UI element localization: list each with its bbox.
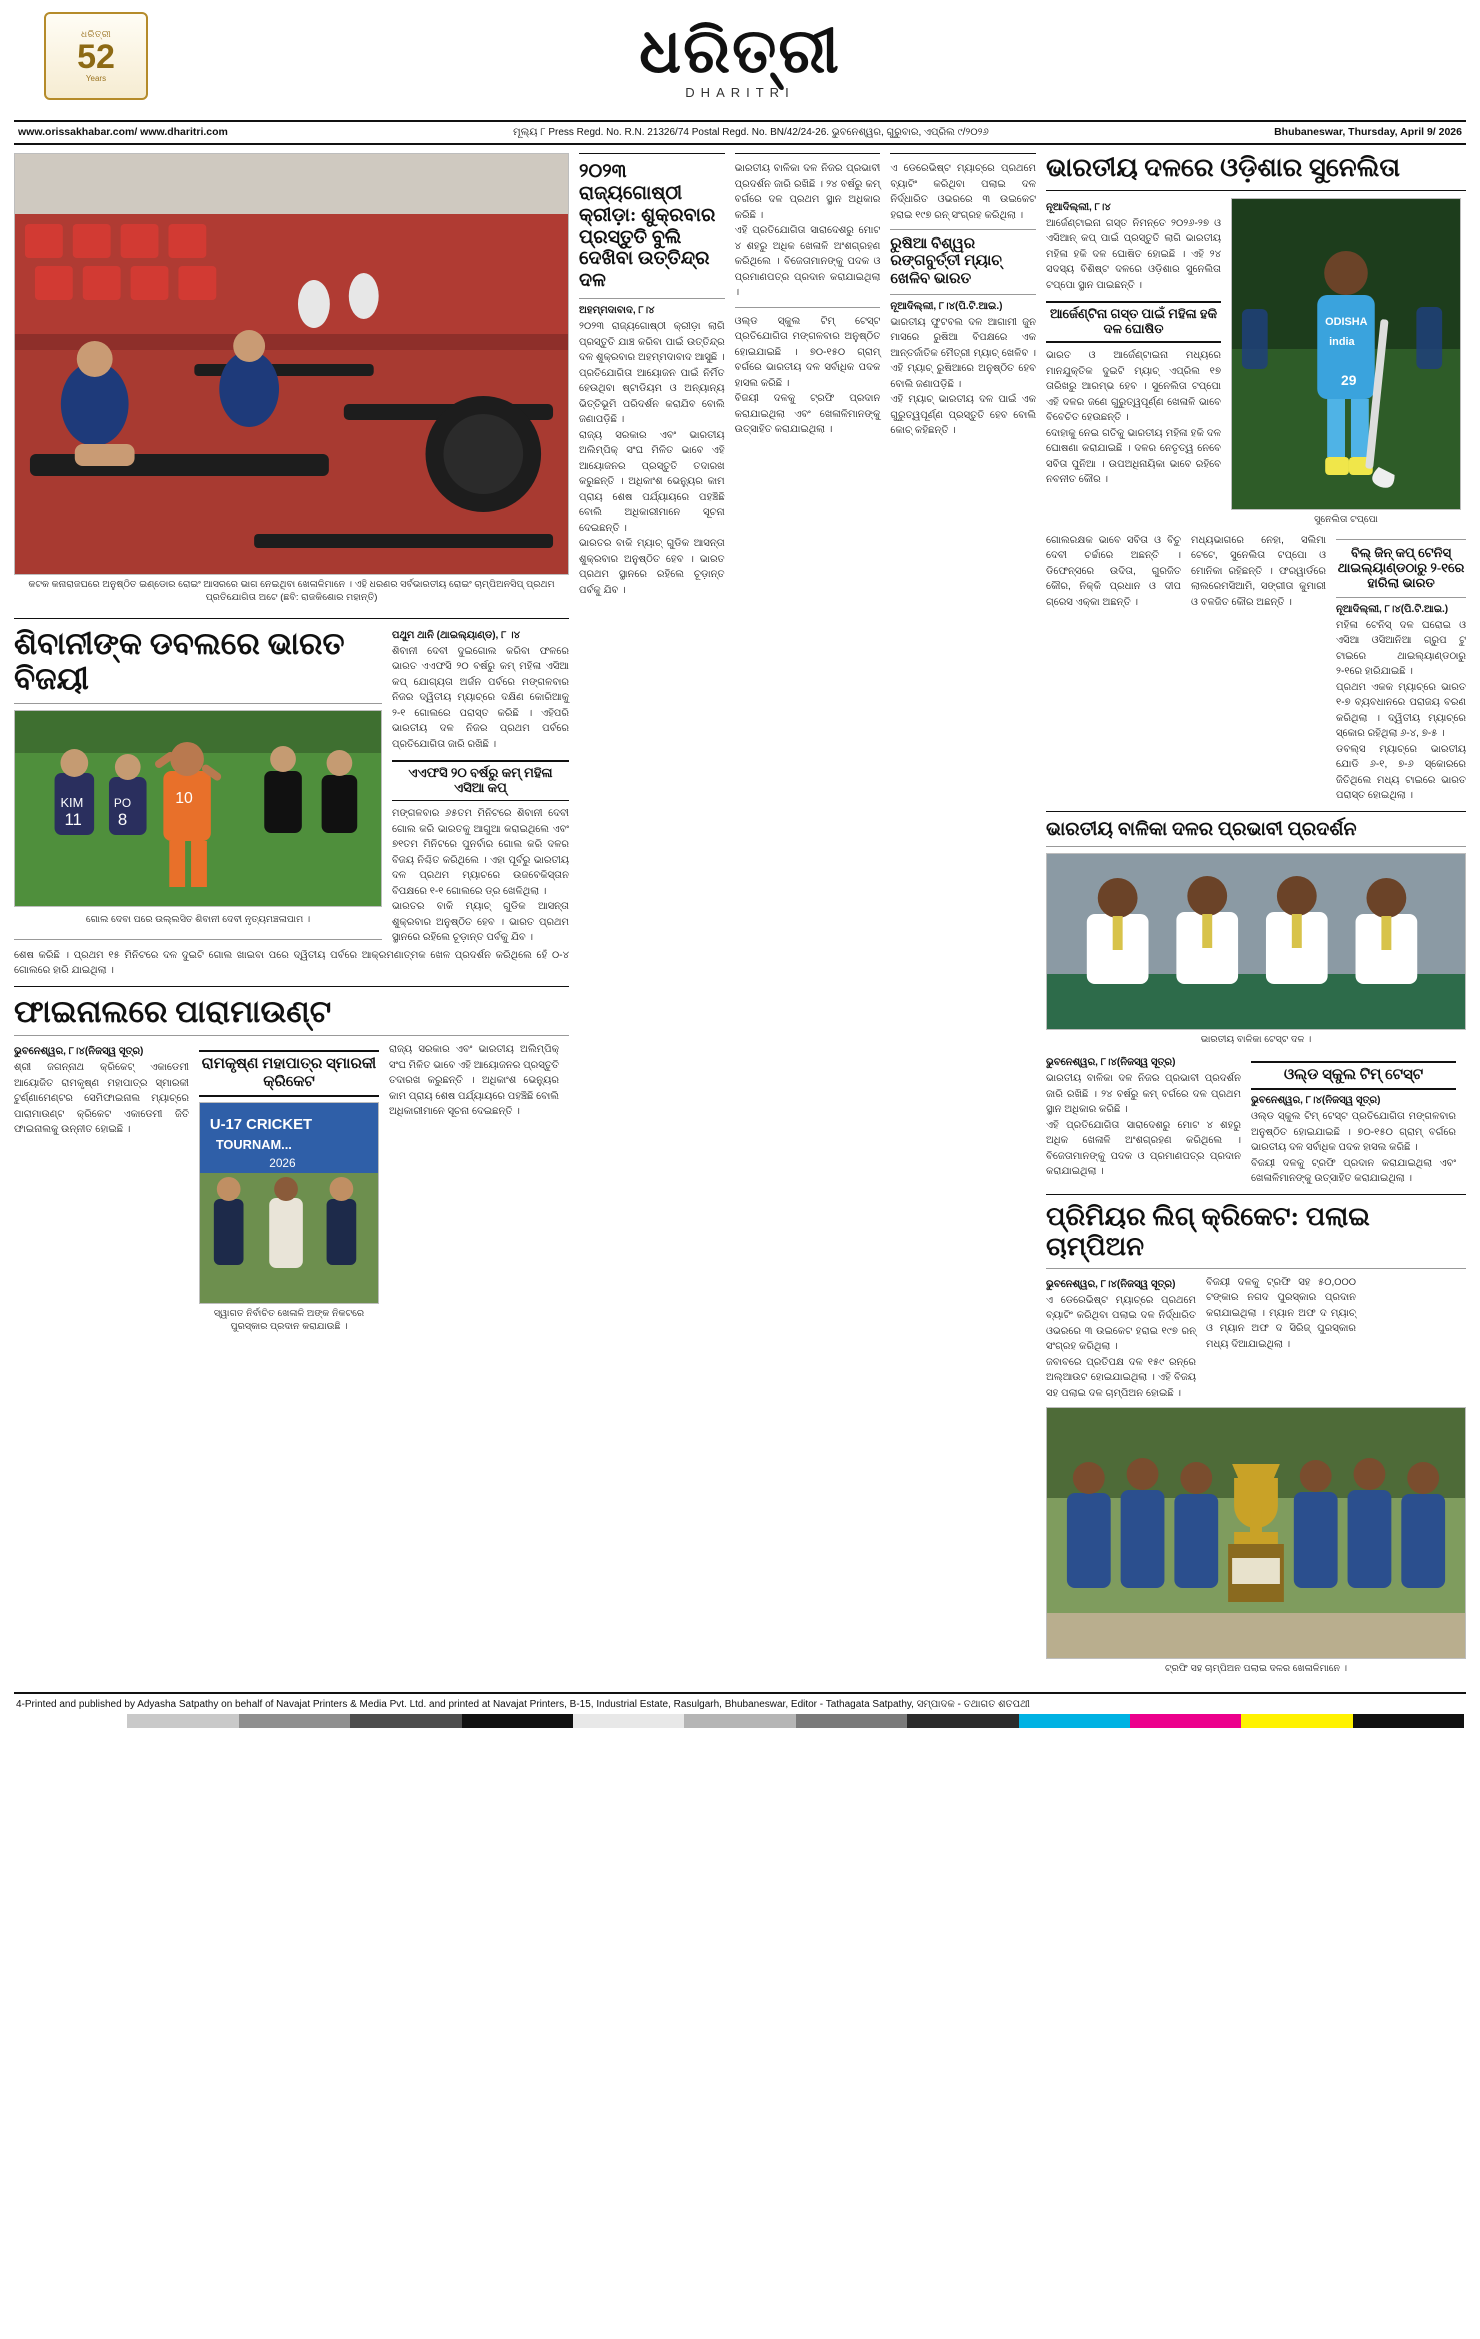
anniversary-years-label: Years [85,74,107,83]
lead-photo-caption: କଟକ କନାରାଜଘରେ ଅନୁଷ୍ଠିତ ଇଣ୍ଡୋର ରୋଇଂ ଆସରରେ ଭାଗ ନେଇଥିବା ଖେଳାଳିମାନେ । ଏହି ଧରଣର ସର୍ବଭାରତୀୟ ରୋଇଂ ଚାମ୍ପିଅନସିପ୍‌ ପ୍ରଥମ ପ୍ରତିଯୋଗିତା ଅଟେ (ଛବି: ରାଜକିଶୋର ମହାନ୍ତି) [28,579,555,603]
swatch-0 [16,1714,127,1728]
state-games-text [389,1042,559,1339]
school-col-body-2: ବିଜୟୀ ଦଳକୁ ଟ୍ରଫି ପ୍ରଦାନ କରାଯାଇଥିଲା ଏବଂ ଖେଳାଳିମାନଙ୍କୁ ଉତ୍ସାହିତ କରାଯାଇଥିଲା । [1251,1157,1457,1185]
final-photo-caption: ସ୍ୱାଗତ ନିର୍ବାଚିତ ଖେଳାଳି ଅଙ୍କ ନିକଟରେ ପୁରସ୍କାର ପ୍ରଦାନ କରାଯାଉଛି । [213,1307,365,1332]
svg-text:PO: PO [113,795,132,810]
shivani-body-1: ଶିବାନୀ ଦେବୀ ଦୁଇଗୋଲ କରିବା ଫଳରେ ଭାରତ ଏଏଫସି ୨୦ ବର୍ଷରୁ କମ୍‌ ମହିଳା ଏସିଆ କପ୍‌ ଯୋଗ୍ୟତା ଅର୍ଜନ ପର୍ବରେ ମଙ୍ଗଳବାର ନିଜର ଦ୍ୱିତୀୟ ମ୍ୟାଚ୍‌ରେ ଦକ୍ଷିଣ କୋରିଆକୁ ୨-୧ ଗୋଲରେ ପରାସ୍ତ କରିଛି । ଏହିପରି ଭାରତୀୟ ଦଳ ନିଜର ପ୍ରଥମ ପର୍ବରେ ପ୍ରତିଯୋଗିତା ଜାରି ରଖିଛି । [391,645,569,750]
shivani-tail: ଶେଷ କରିଛି । ପ୍ରଥମ ୧୫ ମିନିଟରେ ଦଳ ଦୁଇଟି ଗୋଲ ଖାଇବା ପରେ ଦ୍ୱିତୀୟ ପର୍ବରେ ଆକ୍ରମଣାତ୍ମକ ଖେଳ ପ୍ରଦର୍ଶନ କରିଥିଲେ ହେଁ ୦-୪ ଗୋଲରେ ହାରି ଯାଇଥିଲା । [14,949,569,977]
swatch-5 [573,1714,684,1728]
article-shivani-text [392,626,569,946]
swatch-4 [462,1714,573,1728]
swatch-12 [1353,1714,1464,1728]
lead-photo-rowing [14,153,569,575]
premier-photo-caption: ଟ୍ରଫି ସହ ଚାମ୍ପିଅନ ପଲାଇ ଦଳର ଖେଳାଳିମାନେ । [1165,1663,1347,1675]
sunelita-body-1: ଆର୍ଜେଣ୍ଟାଇନା ଗସ୍ତ ନିମନ୍ତେ ୨୦୨୬-୨୭ ଓ ଏସିଆନ୍‌ କପ୍‌ ପାଇଁ ପ୍ରସ୍ତୁତି ଲାଗି ଭାରତୀୟ ମହିଳା ହକି ଦଳ ଘୋଷିତ ହୋଇଛି । ଏହି ୨୪ ସଦସ୍ୟ ବିଶିଷ୍ଟ ଦଳରେ ଓଡ଼ିଶାର ସୁନେଲିତା ଟପ୍ପୋ ସ୍ଥାନ ପାଇଛନ୍ତି । [1046,217,1222,291]
svg-text:india: india [1329,335,1355,348]
column-russia [890,153,1036,1682]
anniversary-small-label: ଧରିତ୍ରୀ [80,29,112,39]
state-games-headline: ୨୦୨୩ ରାଜ୍ୟଗୋଷ୍ଠୀ କ୍ରୀଡ଼ା: ଶୁକ୍ରବାର ପ୍ରସ୍ତୁତି ବୁଲି ଦେଖିବା ଉତ୍ତିନ୍ଦ୍ର ଦଳ [579,161,716,292]
svg-text:KIM: KIM [60,794,84,810]
website-urls[interactable]: www.orissakhabar.com/ www.dharitri.com [18,126,228,138]
sunelita-subhead: ଆର୍ଜେଣ୍ଟିନା ଗସ୍ତ ପାଇଁ ମହିଳା ହକି ଦଳ ଘୋଷିତ [1049,306,1218,337]
school-body-2: ବିଜୟୀ ଦଳକୁ ଟ୍ରଫି ପ୍ରଦାନ କରାଯାଇଥିଲା ଏବଂ ଖେଳାଳିମାନଙ୍କୁ ଉତ୍ସାହିତ କରାଯାଇଥିଲା । [734,393,881,435]
swatch-11 [1241,1714,1352,1728]
shivani-body-2: ମଙ୍ଗଳବାର ୬୫ତମ ମିନିଟରେ ଶିବାନୀ ଦେବୀ ଗୋଲ କରି ଭାରତକୁ ଆଗୁଆ କରାଇଥିଲେ ଏବଂ ୭୧ତମ ମିନିଟରେ ପୁନର୍ବାର ଗୋଲ କରି ଦଳର ବିଜୟ ନିଶ୍ଚିତ କରିଥିଲେ । ଏହା ପୂର୍ବରୁ ଭାରତୀୟ ଦଳ ପ୍ରଥମ ମ୍ୟାଚରେ ଉଜବେକିସ୍ତାନ ବିପକ୍ଷରେ ୧-୧ ଗୋଲରେ ଡ୍ର ଖେଳିଥିଲା । [391,808,569,897]
final-body: ଶ୍ରୀ ଜଗନ୍ନାଥ କ୍ରିକେଟ୍‌ ଏକାଡେମୀ ଆୟୋଜିତ ରାମକୃଷ୍ଣ ମହାପାତ୍ର ସ୍ମାରକୀ ଟୁର୍ଣ୍ଣାମେଣ୍ଟର ସେମିଫାଇନାଲ ମ୍ୟାଚ୍‌ରେ ପାରାମାଉଣ୍ଟ କ୍ରିକେଟ ଏକାଡେମୀ ଜିତି ଫାଇନାଲକୁ ଉନ୍ନୀତ ହୋଇଛି । [14,1062,189,1136]
billie-block [1336,533,1466,804]
swatch-2 [239,1714,350,1728]
shivani-photo-caption: ଗୋଲ ଦେବା ପରେ ଉଲ୍ଲସିତ ଶିବାନୀ ଦେବୀ ନୃତ୍ୟମଞ୍ଚଳାପାମ । [85,913,311,925]
sunelita-body-3: ଦୋହାକୁ ନେଇ ଗତିକୁ ଭାରତୀୟ ମହିଳା ହକି ଦଳ ଘୋଷଣା କରାଯାଇଛି । ଦଳର ନେତୃତ୍ୱ ନେବେ ସବିତା ପୁନିଆ । ଉପଅଧିନାୟିକା ଭାବେ ରହିବେ ନବନୀତ କୌର । [1046,427,1222,486]
swatch-1 [127,1714,238,1728]
russia-body-1: ଭାରତୀୟ ଫୁଟବଲ ଦଳ ଆଗାମୀ ଜୁନ ମାସରେ ରୁଷିଆ ବିପକ୍ଷରେ ଏକ ଆନ୍ତର୍ଜାତିକ ମୈତ୍ରୀ ମ୍ୟାଚ୍‌ ଖେଳିବ । ଏହି ମ୍ୟାଚ୍‌ ରୁଷିଆରେ ଅନୁଷ୍ଠିତ ହେବ ବୋଲି ଜଣାପଡ଼ିଛି । [890,316,1037,390]
column-girls [735,153,881,1682]
state-games-body-3: ଭାରତର ବାକି ମ୍ୟାଚ୍‌ ଗୁଡିକ ଆସନ୍ତା ଶୁକ୍ରବାର ଅନୁଷ୍ଠିତ ହେବ । ଭାରତ ପ୍ରଥମ ସ୍ଥାନରେ ରହିଲେ ଚୂଡ଼ାନ୍ତ ପର୍ବକୁ ଯିବ । [579,538,725,596]
state-games-dateline: ଅହମ୍ମଦାବାଦ, ୮।୪ [579,305,655,317]
left-column [14,153,569,1682]
state-games-body-1: ୨୦୨୩ ରାଜ୍ୟଗୋଷ୍ଠୀ କ୍ରୀଡ଼ା ଲାଗି ପ୍ରସ୍ତୁତି ଯାଞ୍ଚ କରିବା ପାଇଁ ଉତ୍ତିନ୍ଦ୍ର ଦଳ ଶୁକ୍ରବାର ଅହମ୍ମଦାବାଦ ଆସୁଛି । ପ୍ରତିଯୋଗିତା ଆୟୋଜନ ପାଇଁ ନିର୍ମିତ ହେଉଥିବା ଷ୍ଟାଡିୟମ ଓ ଅନ୍ୟାନ୍ୟ ଭିତ୍ତିଭୂମି ପରିଦର୍ଶନ କରାଯିବ ବୋଲି ଜଣାପଡ଼ିଛି । [579,321,725,426]
swatch-9 [1019,1714,1130,1728]
billie-body-1: ମହିଳା ଟେନିସ୍‌ ଦଳ ଘରୋଇ ଓ ଏସିଆ ଓସିଆନିଆ ଗ୍ରୁପ ଟୁ ଟାଇରେ ଥାଇଲ୍ୟାଣ୍ଡଠାରୁ ୨-୧ରେ ହାରିଯାଇଛି । [1336,619,1467,678]
state-games-body-extra: ରାଜ୍ୟ ସରକାର ଏବଂ ଭାରତୀୟ ଅଲିମ୍ପିକ୍‌ ସଂଘ ମିଳିତ ଭାବେ ଏହି ଆୟୋଜନର ପ୍ରସ୍ତୁତି ତଦାରଖ କରୁଛନ୍ତି । ଅଧିକାଂଶ ଭେନ୍ୟୁର କାମ ପ୍ରାୟ ଶେଷ ପର୍ଯ୍ୟାୟରେ ପହଞ୍ଚିଛି ବୋଲି ଅଧିକାରୀମାନେ ସୂଚନା ଦେଇଛନ୍ତି । [389,1044,559,1118]
sunelita-dateline: ନୂଆଦିଲ୍ଲୀ, ୮।୪ [1046,201,1111,213]
school-body-1: ଓଲ୍ଡ ସ୍କୁଲ ଟିମ୍‌ ଟେସ୍ଟ ପ୍ରତିଯୋଗିତା ମଙ୍ଗଳବାର ଅନୁଷ୍ଠିତ ହୋଇଯାଇଛି । ୭୦-୧୫୦ ଗ୍ରାମ୍‌ ବର୍ଗରେ ଭାରତୀୟ ଦଳ ସର୍ବାଧିକ ପଦକ ହାସଲ କରିଛି । [734,315,881,389]
sunelita-headline: ଭାରତୀୟ ଦଳରେ ଓଡ଼ିଶାର ସୁନେଲିତା [1046,153,1401,182]
svg-text:10: 10 [175,789,193,807]
edition-date: Bhubaneswar, Thursday, April 9/ 2026 [1274,126,1462,138]
masthead-title-block [639,17,841,100]
masthead-title-odia: ଧରିତ୍ରୀ [639,17,841,86]
sunelita-photo [1231,198,1461,510]
registration-info: ମୂଲ୍ୟ ୮ Press Regd. No. R.N. 21326/74 Postal Regd. No. BN/42/24-26. ଭୁବନେଶ୍ୱର, ଗୁରୁବାର, ଏପ୍ରିଲ ୯/୨୦୨୬ [513,126,989,138]
premier-body-2: ଜବାବରେ ପ୍ରତିପକ୍ଷ ଦଳ ୧୫୯ ରନ୍‌ରେ ଅଲ୍‌ଆଉଟ ହୋଇଯାଇଥିଲା । ଏହି ବିଜୟ ସହ ପଲାଇ ଦଳ ଚାମ୍ପିଅନ ହୋଇଛି । [1046,1356,1197,1399]
swatch-3 [350,1714,461,1728]
swatch-6 [684,1714,795,1728]
school-text-col [1251,1053,1456,1187]
swatch-10 [1130,1714,1241,1728]
billie-subhead: ଥାଇଲ୍ୟାଣ୍ଡଠାରୁ ୨-୧ରେ ହାରିଲା ଭାରତ [1337,559,1465,590]
column-state-games [579,153,725,1682]
color-registration-swatches [16,1714,1464,1728]
girls-photo [1046,853,1466,1030]
anniversary-badge [44,12,148,100]
sunelita-text [1046,198,1221,533]
state-games-body-2: ରାଜ୍ୟ ସରକାର ଏବଂ ଭାରତୀୟ ଅଲିମ୍ପିକ୍‌ ସଂଘ ମିଳିତ ଭାବେ ଏହି ଆୟୋଜନର ପ୍ରସ୍ତୁତି ତଦାରଖ କରୁଛନ୍ତି । ଅଧିକାଂଶ ଭେନ୍ୟୁର କାମ ପ୍ରାୟ ଶେଷ ପର୍ଯ୍ୟାୟରେ ପହଞ୍ଚିଛି ବୋଲି ଅଧିକାରୀମାନେ ସୂଚନା ଦେଇଛନ୍ତି । [579,429,725,534]
masthead-info-strip [14,122,1466,145]
girls-col-body-2: ଏହି ପ୍ରତିଯୋଗିତା ସାରାଦେଶରୁ ମୋଟ ୪ ଶହରୁ ଅଧିକ ଖେଳାଳି ଅଂଶଗ୍ରହଣ କରିଥିଲେ । ବିଜେତାମାନଙ୍କୁ ପଦକ ଓ ପ୍ରମାଣପତ୍ର ପ୍ରଦାନ କରାଯାଇଥିଲା । [1046,1119,1242,1178]
shivani-subhead-box [392,760,569,801]
shivani-dateline: ପଥୁମ ଥାନି (ଥାଇଲ୍ୟାଣ୍ଡ), ୮ ।୪ [391,629,521,641]
anniversary-number: 52 [77,38,115,76]
premier-text [1046,1275,1196,1402]
girls-body-2: ଏହି ପ୍ରତିଯୋଗିତା ସାରାଦେଶରୁ ମୋଟ ୪ ଶହରୁ ଅଧିକ ଖେଳାଳି ଅଂଶଗ୍ରହଣ କରିଥିଲେ । ବିଜେତାମାନଙ୍କୁ ପଦକ ଓ ପ୍ରମାଣପତ୍ର ପ୍ରଦାନ କରାଯାଇଥିଲା । [734,225,881,298]
billie-body-2: ପ୍ରଥମ ଏକକ ମ୍ୟାଚ୍‌ରେ ଭାରତ ୧-୭ ବ୍ୟବଧାନରେ ପରାଜୟ ବରଣ କରିଥିଲା । ଦ୍ୱିତୀୟ ମ୍ୟାଚ୍‌ରେ ସ୍କୋର ରହିଥିଲା ୬-୪, ୭-୫ । [1336,681,1467,740]
svg-text:8: 8 [117,809,128,829]
swatch-8 [907,1714,1018,1728]
final-subhead: ରାମକୃଷ୍ଣ ମହାପାତ୍ର ସ୍ମାରକୀ କ୍ରିକେଟ [201,1056,377,1090]
premier-photo [1046,1407,1466,1659]
page-footer [14,1692,1466,1733]
shivani-body-3: ଭାରତର ବାକି ମ୍ୟାଚ୍‌ ଗୁଡିକ ଆସନ୍ତା ଶୁକ୍ରବାର ଅନୁଷ୍ଠିତ ହେବ । ଭାରତ ପ୍ରଥମ ସ୍ଥାନରେ ରହିଲେ ଚୂଡ଼ାନ୍ତ ପର୍ବକୁ ଯିବ । [391,901,569,943]
shivani-headline: ଶିବାନୀଙ୍କ ଡବଲରେ ଭାରତ ବିଜୟୀ [14,625,345,697]
school-headline: ଓଲ୍ଡ ସ୍କୁଲ ଟିମ୍‌ ଟେସ୍ଟ [1283,1067,1424,1084]
page-body [14,145,1466,1682]
final-dateline: ଭୁବନେଶ୍ୱର, ୮।୪(ନିଜସ୍ୱ ସୂତ୍ର) [14,1046,144,1058]
lead-subsection [14,626,569,946]
article-shivani [14,626,382,946]
final-block [14,1042,569,1339]
russia-dateline: ନୂଆଦିଲ୍ଲୀ, ୮।୪(ପି.ଟି.ଆଇ.) [890,300,1003,312]
girls-school-cols [1046,1053,1466,1187]
school-col-body-1: ଓଲ୍ଡ ସ୍କୁଲ ଟିମ୍‌ ଟେସ୍ଟ ପ୍ରତିଯୋଗିତା ମଙ୍ଗଳବାର ଅନୁଷ୍ଠିତ ହୋଇଯାଇଛି । ୭୦-୧୫୦ ଗ୍ରାମ୍‌ ବର୍ଗରେ ଭାରତୀୟ ଦଳ ସର୍ବାଧିକ ପଦକ ହାସଲ କରିଛି । [1251,1111,1457,1154]
swatch-7 [796,1714,907,1728]
billie-body-3: ଡବଲ୍ସ ମ୍ୟାଚ୍‌ରେ ଭାରତୀୟ ଯୋଡି ୬-୧, ୭-୬ ସ୍କୋରରେ ଜିତିଥିଲେ ମଧ୍ୟ ଟାଇରେ ଭାରତ ପରାସ୍ତ ହୋଇଥିଲା । [1336,743,1467,802]
sunelita-photo-block [1231,198,1461,533]
premier-headline: ପ୍ରିମିୟର ଲିଗ୍‌ କ୍ରିକେଟ: ପଲାଇ ଚାମ୍ପିଅନ [1046,1201,1370,1261]
girls-text-col [1046,1053,1241,1187]
svg-text:ODISHA: ODISHA [1325,315,1368,328]
svg-text:29: 29 [1341,371,1357,388]
russia-body-2: ଏହି ମ୍ୟାଚ୍‌ ଭାରତୀୟ ଦଳ ପାଇଁ ଏକ ଗୁରୁତ୍ୱପୂର୍ଣ୍ଣ ପ୍ରସ୍ତୁତି ହେବ ବୋଲି କୋଚ୍‌ କହିଛନ୍ତି । [890,394,1037,437]
right-column [1046,153,1466,1682]
masthead [14,0,1466,122]
footer-imprint: 4-Printed and published by Adyasha Satpathy on behalf of Navajat Printers & Media Pvt. Ltd. and printed at Navajat Printers, B-15, Industrial Estate, Rasulgarh, Bhubaneswar, Editor - Tathagata Satpathy, ସମ୍ପାଦକ - ତଥାଗତ ଶତପଥୀ [16,1699,1030,1711]
girls-photo-caption: ଭାରତୀୟ ବାଳିକା ଟେସ୍ଟ ଦଳ । [1200,1034,1312,1046]
svg-text:TOURNAM...: TOURNAM... [215,1136,292,1152]
sunelita-body-2: ଭାରତ ଓ ଆର୍ଜେଣ୍ଟାଇନା ମଧ୍ୟରେ ମାନଯୁକ୍ତିକ ଦୁଇଟି ମ୍ୟାଚ୍‌ ଏପ୍ରିଲ ୧୭ ତାରିଖରୁ ଆରମ୍ଭ ହେବ । ସୁନେଲିତା ଟପ୍ପୋ ଏହି ଦଳର ଜଣେ ଗୁରୁତ୍ୱପୂର୍ଣ୍ଣ ଖେଳାଳି ଭାବେ ବିବେଚିତ ହେଉଛନ୍ତି । [1046,350,1222,424]
shivani-subhead: ଏଏଫସି ୨୦ ବର୍ଷରୁ କମ୍‌ ମହିଳା ଏସିଆ କପ୍‌ [408,765,553,796]
final-text [14,1042,189,1339]
billie-headline: ବିଲ୍‌ ଜିନ୍‌ କପ୍‌ ଟେନିସ୍‌ [1350,544,1452,560]
premier-dateline: ଭୁବନେଶ୍ୱର, ୮।୪(ନିଜସ୍ୱ ସୂତ୍ର) [1046,1278,1176,1290]
svg-text:2026: 2026 [269,1155,296,1170]
premier-block [1046,1275,1466,1402]
russia-filler-1: ଏ ଡେରେଭିଷ୍ଟ ମ୍ୟାଚ୍‌ରେ ପ୍ରଥମେ ବ୍ୟାଟିଂ କରିଥିବା ପଲାଇ ଦଳ ନିର୍ଦ୍ଧାରିତ ଓଭରରେ ୩ ଉଇକେଟ ହରାଇ ୧୯୭ ରନ୍‌ ସଂଗ୍ରହ କରିଥିଲା । [890,163,1037,221]
sunelita-block [1046,198,1466,533]
final-photo [199,1102,379,1304]
final-headline: ଫାଇନାଲରେ ପାରାମାଉଣ୍ଟ [14,993,332,1029]
sunelita-extra-cols [1046,533,1466,804]
shivani-photo [14,710,382,907]
girls-body-1: ଭାରତୀୟ ବାଳିକା ଦଳ ନିଜର ପ୍ରଭାବୀ ପ୍ରଦର୍ଶନ ଜାରି ରଖିଛି । ୨୪ ବର୍ଷରୁ କମ୍‌ ବର୍ଗରେ ଦଳ ପ୍ରଥମ ସ୍ଥାନ ଅଧିକାର କରିଛି । [734,163,881,221]
sunelita-photo-caption: ସୁନେଲିତା ଟପ୍ପୋ [1314,513,1378,525]
premier-body-3: ବିଜୟୀ ଦଳକୁ ଟ୍ରଫି ସହ ୫୦,୦୦୦ ଟଙ୍କାର ନଗଦ ପୁରସ୍କାର ପ୍ରଦାନ କରାଯାଇଥିଲା । ମ୍ୟାନ ଅଫ ଦ ମ୍ୟାଚ୍‌ ଓ ମ୍ୟାନ ଅଫ ଦ ସିରିଜ୍‌ ପୁରସ୍କାର ମଧ୍ୟ ଦିଆଯାଇଥିଲା । [1206,1276,1357,1350]
girls-dateline: ଭୁବନେଶ୍ୱର, ୮।୪(ନିଜସ୍ୱ ସୂତ୍ର) [1046,1057,1176,1069]
girls-headline: ଭାରତୀୟ ବାଳିକା ଦଳର ପ୍ରଭାବୀ ପ୍ରଦର୍ଶନ [1046,818,1357,840]
sunelita-body-4: ଗୋଲରକ୍ଷକ ଭାବେ ସବିତା ଓ ବିଚୁ ଦେବୀ ଚର୍ଚ୍ଚାରେ ଅଛନ୍ତି । ଡିଫେନ୍ସରେ ଉଦିତା, ଗୁରଜିତ କୌର, ନିକ୍କି ପ୍ରଧାନ ଓ ଦୀପ ଗ୍ରେସ ଏକ୍କା ଅଛନ୍ତି । [1046,534,1182,608]
svg-text:U-17 CRICKET: U-17 CRICKET [209,1116,313,1133]
masthead-title-english: DHARITRI [685,84,795,100]
russia-headline: ରୁଷିଆ ବିଶ୍ୱର ରଙ୍ଗବୁର୍ତ୍ତୀ ମ୍ୟାଚ୍‌ ଖେଳିବ ଭାରତ [890,236,1002,287]
billie-dateline: ନୂଆଦିଲ୍ଲୀ, ୮।୪(ପି.ଟି.ଆଇ.) [1336,603,1449,615]
final-subhead-block [199,1042,379,1339]
svg-text:11: 11 [64,809,82,829]
sunelita-body-5: ମଧ୍ୟଭାଗରେ ନେହା, ସଲିମା ଟେଟେ, ସୁନେଲିତା ଟପ୍ପୋ ଓ ମୋନିକା ରହିଛନ୍ତି । ଫରୱାର୍ଡରେ ଲାଲରେମସିଆମି, ସଙ୍ଗୀତା କୁମାରୀ ଓ ବଳଜିତ କୌର ଅଛନ୍ତି । [1191,534,1327,608]
girls-col-body-1: ଭାରତୀୟ ବାଳିକା ଦଳ ନିଜର ପ୍ରଭାବୀ ପ୍ରଦର୍ଶନ ଜାରି ରଖିଛି । ୨୪ ବର୍ଷରୁ କମ୍‌ ବର୍ଗରେ ଦଳ ପ୍ରଥମ ସ୍ଥାନ ଅଧିକାର କରିଛି । [1046,1073,1242,1116]
premier-body-1: ଏ ଡେରେଭିଷ୍ଟ ମ୍ୟାଚ୍‌ରେ ପ୍ରଥମେ ବ୍ୟାଟିଂ କରିଥିବା ପଲାଇ ଦଳ ନିର୍ଦ୍ଧାରିତ ଓଭରରେ ୩ ଉଇକେଟ ହରାଇ ୧୯୭ ରନ୍‌ ସଂଗ୍ରହ କରିଥିଲା । [1046,1294,1197,1353]
school-dateline: ଭୁବନେଶ୍ୱର, ୮।୪(ନିଜସ୍ୱ ସୂତ୍ର) [1251,1095,1381,1107]
